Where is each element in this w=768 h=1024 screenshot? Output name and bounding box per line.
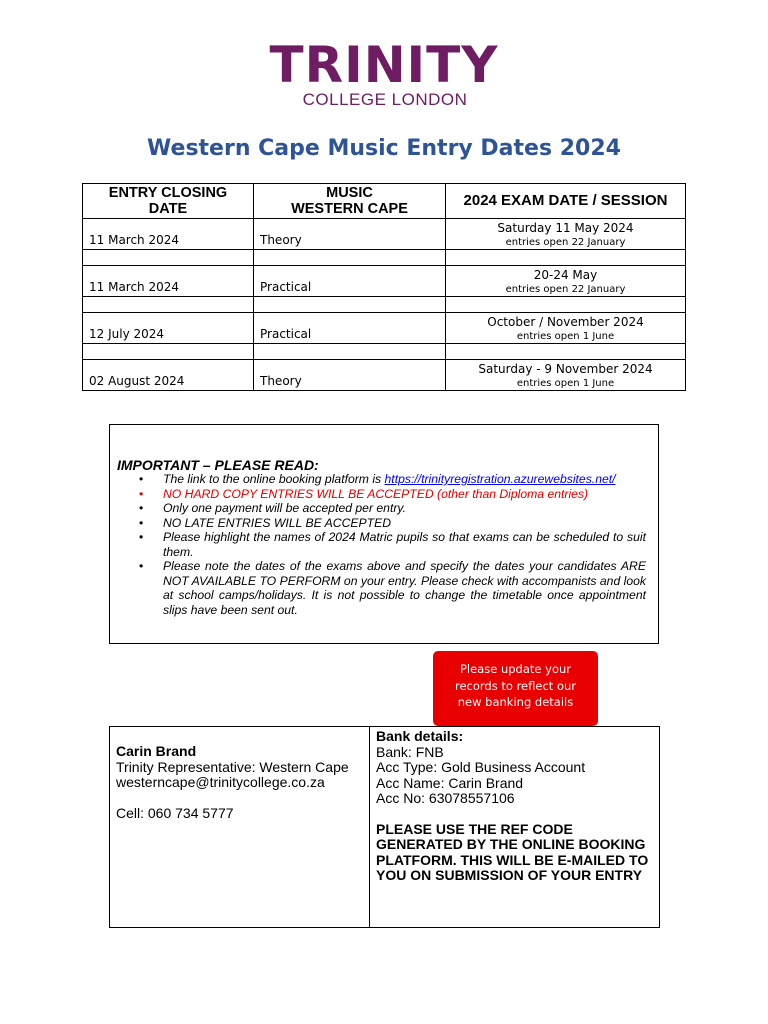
contact-details <box>116 744 366 821</box>
bullet-icon: • <box>139 559 144 573</box>
contact-cell: Cell: 060 734 5777 <box>116 804 234 821</box>
entries-open-note: entries open 22 January <box>505 236 626 248</box>
list-item <box>139 530 646 559</box>
notice-heading: IMPORTANT – PLEASE READ: <box>117 457 319 473</box>
bullet-icon: • <box>139 530 144 544</box>
table-row <box>83 266 686 297</box>
trinity-logo <box>266 36 506 112</box>
account-number: Acc No: 63078557106 <box>376 790 515 806</box>
callout-line: Please update your <box>459 662 571 676</box>
header-entry-closing <box>83 184 254 219</box>
table-spacer-row <box>83 297 686 313</box>
table-row <box>83 219 686 250</box>
contact-name: Carin Brand <box>116 743 197 759</box>
logo-subtitle: COLLEGE LONDON <box>302 90 468 109</box>
exam-date: Saturday 11 May 2024 <box>497 220 634 235</box>
cell-exam-type: Theory <box>254 219 446 250</box>
header-music <box>254 184 446 219</box>
important-notice-box <box>109 424 659 644</box>
header-line: ENTRY CLOSING <box>108 185 228 201</box>
table-spacer-row <box>83 250 686 266</box>
callout-line: records to reflect our <box>455 678 576 693</box>
table-spacer-row <box>83 344 686 360</box>
bullet-icon: • <box>139 515 144 530</box>
notice-text: NO LATE ENTRIES WILL BE ACCEPTED <box>163 515 392 530</box>
contact-email[interactable]: westerncape@trinitycollege.co.za <box>116 774 325 790</box>
cell-closing-date: 12 July 2024 <box>83 313 254 344</box>
page-title: Western Cape Music Entry Dates 2024 <box>147 136 621 161</box>
bullet-icon: • <box>139 472 144 486</box>
header-exam-date <box>446 184 686 219</box>
notice-text: NO HARD COPY ENTRIES WILL BE ACCEPTED (other than Diploma entries) <box>163 486 589 501</box>
contact-bank-box <box>109 726 660 928</box>
list-item <box>139 501 646 516</box>
cell-closing-date: 11 March 2024 <box>83 266 254 297</box>
bullet-icon: • <box>139 501 144 515</box>
banking-update-callout <box>433 651 598 726</box>
notice-text: The link to the online booking platform is <box>163 472 385 486</box>
cell-closing-date: 02 August 2024 <box>83 360 254 391</box>
list-item <box>139 559 646 617</box>
list-item <box>139 515 646 531</box>
bank-name: Bank: FNB <box>376 743 444 760</box>
table-header-row <box>83 184 686 219</box>
cell-exam-type: Practical <box>254 266 446 297</box>
header-line: 2024 EXAM DATE / SESSION <box>463 192 668 209</box>
cell-closing-date: 11 March 2024 <box>83 219 254 250</box>
list-item <box>139 472 646 487</box>
table-row <box>83 360 686 391</box>
entries-open-note: entries open 1 June <box>516 330 615 342</box>
column-divider <box>369 727 370 927</box>
cell-exam-session <box>446 219 686 250</box>
notice-text: Please note the dates of the exams above and specify the dates your candidates ARE NOT AVAILABLE TO PERFORM on your entry. Please check with accompanists and look at school camps/holidays. It is not possible to change the timetable once appointment slips have been sent out. <box>163 559 646 617</box>
cell-exam-session <box>446 360 686 391</box>
notice-text: Please highlight the names of 2024 Matric pupils so that exams can be scheduled to suit them. <box>163 530 646 559</box>
table-row <box>83 313 686 344</box>
entry-dates-table <box>82 183 686 391</box>
entries-open-note: entries open 1 June <box>516 377 615 389</box>
notice-text: Only one payment will be accepted per entry. <box>163 501 406 515</box>
bullet-icon: • <box>139 486 144 501</box>
cell-exam-session <box>446 266 686 297</box>
bank-heading: Bank details: <box>376 728 464 744</box>
cell-exam-type: Practical <box>254 313 446 344</box>
callout-line: new banking details <box>457 695 574 709</box>
cell-exam-type: Theory <box>254 360 446 391</box>
cell-exam-session <box>446 313 686 344</box>
ref-code-note: PLEASE USE THE REF CODE GENERATED BY THE ONLINE BOOKING PLATFORM. THIS WILL BE E-MAILED TO YOU ON SUBMISSION OF YOUR ENTRY <box>376 820 649 883</box>
entries-open-note: entries open 22 January <box>505 283 626 295</box>
list-item <box>139 486 646 502</box>
account-type: Acc Type: Gold Business Account <box>376 759 586 775</box>
notice-list <box>110 472 660 617</box>
exam-date: Saturday - 9 November 2024 <box>478 361 653 376</box>
account-name: Acc Name: Carin Brand <box>376 774 524 791</box>
exam-date: October / November 2024 <box>487 314 644 329</box>
header-line: MUSIC <box>326 185 373 201</box>
exam-date: 20-24 May <box>533 267 598 282</box>
logo-wordmark: TRINITY <box>269 36 499 94</box>
header-line: DATE <box>148 201 188 217</box>
header-line: WESTERN CAPE <box>291 201 408 217</box>
booking-platform-link[interactable]: https://trinityregistration.azurewebsites.net/ <box>384 472 616 486</box>
contact-role: Trinity Representative: Western Cape <box>116 758 349 775</box>
bank-details <box>376 729 658 884</box>
